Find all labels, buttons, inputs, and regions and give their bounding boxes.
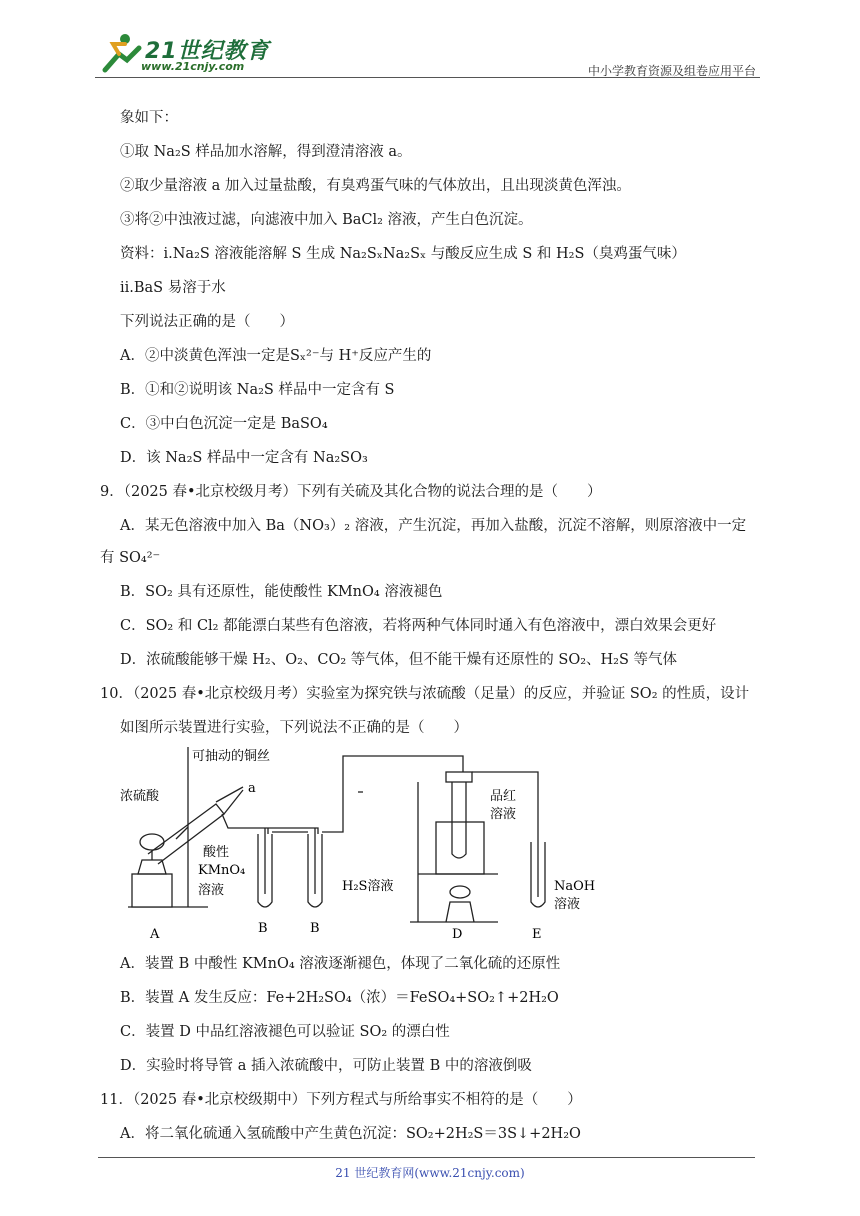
page-header <box>95 30 760 80</box>
naoh-label: NaOH <box>554 879 596 894</box>
option-a-cont: 有 SO₄²⁻ <box>100 550 161 566</box>
pinkred-label: 品红 <box>490 789 517 804</box>
h2s-label: H₂S溶液 <box>342 879 394 894</box>
option-a: A．②中淡黄色浑浊一定是Sₓ²⁻与 H⁺反应产生的 <box>120 348 432 364</box>
footer-divider <box>98 1157 755 1158</box>
option-b: B．装置 A 发生反应：Fe+2H₂SO₄（浓）＝FeSO₄+SO₂↑+2H₂O <box>120 990 559 1006</box>
option-a: A．装置 B 中酸性 KMnO₄ 溶液逐渐褪色，体现了二氧化硫的还原性 <box>120 956 561 972</box>
label-d: D <box>452 927 463 940</box>
text-line: ②取少量溶液 a 加入过量盐酸，有臭鸡蛋气味的气体放出，且出现淡黄色浑浊。 <box>120 178 631 194</box>
option-d: D．浓硫酸能够干燥 H₂、O₂、CO₂ 等气体，但不能干燥有还原性的 SO₂、H₂S 等气体 <box>120 652 678 668</box>
naoh-solution-label: 溶液 <box>554 897 581 912</box>
option-b: B．①和②说明该 Na₂S 样品中一定含有 S <box>120 382 395 398</box>
apparatus-diagram <box>118 742 598 940</box>
platform-label: 中小学教育资源及组卷应用平台 <box>587 64 756 78</box>
option-c: C．③中白色沉淀一定是 BaSO₄ <box>120 416 328 432</box>
question-10-cont: 如图所示装置进行实验，下列说法不正确的是（ ） <box>120 720 468 736</box>
label-b2: B <box>310 921 320 936</box>
question-9: 9．（2025 春•北京校级月考）下列有关硫及其化合物的说法合理的是（ ） <box>100 484 602 500</box>
option-a: A．某无色溶液中加入 Ba（NO₃）₂ 溶液，产生沉淀，再加入盐酸，沉淀不溶解，则原溶液中一定 <box>120 518 747 534</box>
logo-subtitle: www.21cnjy.com <box>141 60 245 73</box>
kmno4-label: KMnO₄ <box>198 863 246 878</box>
acidic-label: 酸性 <box>203 845 230 860</box>
question-11: 11．（2025 春•北京校级期中）下列方程式与所给事实不相符的是（ ） <box>100 1092 582 1108</box>
option-d: D．该 Na₂S 样品中一定含有 Na₂SO₃ <box>120 450 368 466</box>
text-line: 下列说法正确的是（ ） <box>120 314 294 330</box>
footer-text: 21 世纪教育网(www.21cnjy.com) <box>335 1166 525 1180</box>
logo <box>95 30 270 76</box>
text-line: 资料：ⅰ.Na₂S 溶液能溶解 S 生成 Na₂SₓNa₂Sₓ 与酸反应生成 S 和 H₂S（臭鸡蛋气味） <box>120 246 686 262</box>
conc-acid-label: 浓硫酸 <box>120 789 160 804</box>
text-line: ③将②中浊液过滤，向滤液中加入 BaCl₂ 溶液，产生白色沉淀。 <box>120 212 533 228</box>
option-c: C．SO₂ 和 Cl₂ 都能漂白某些有色溶液，若将两种气体同时通入有色溶液中，漂白效果会更好 <box>120 618 717 634</box>
question-10: 10．（2025 春•北京校级月考）实验室为探究铁与浓硫酸（足量）的反应，并验证 SO₂ 的性质，设计 <box>100 686 750 702</box>
header-divider <box>95 77 760 78</box>
runner-logo-icon <box>95 30 145 76</box>
label-e: E <box>532 927 542 940</box>
option-c: C．装置 D 中品红溶液褪色可以验证 SO₂ 的漂白性 <box>120 1024 450 1040</box>
label-b1: B <box>258 921 268 936</box>
solution-label: 溶液 <box>198 883 225 898</box>
option-a: A．将二氧化硫通入氢硫酸中产生黄色沉淀：SO₂+2H₂S＝3S↓+2H₂O <box>120 1126 581 1142</box>
tube-a-label: a <box>248 781 256 796</box>
option-b: B．SO₂ 具有还原性，能使酸性 KMnO₄ 溶液褪色 <box>120 584 443 600</box>
option-d: D．实验时将导管 a 插入浓硫酸中，可防止装置 B 中的溶液倒吸 <box>120 1058 532 1074</box>
label-a: A <box>150 927 160 940</box>
text-line: ⅱ.BaS 易溶于水 <box>120 280 226 296</box>
copper-wire-label: 可抽动的铜丝 <box>192 749 271 764</box>
text-line: 象如下： <box>120 110 178 126</box>
logo-title: 21世纪教育 <box>145 39 270 64</box>
pink-solution-label: 溶液 <box>490 807 517 822</box>
text-line: ①取 Na₂S 样品加水溶解，得到澄清溶液 a。 <box>120 144 412 160</box>
